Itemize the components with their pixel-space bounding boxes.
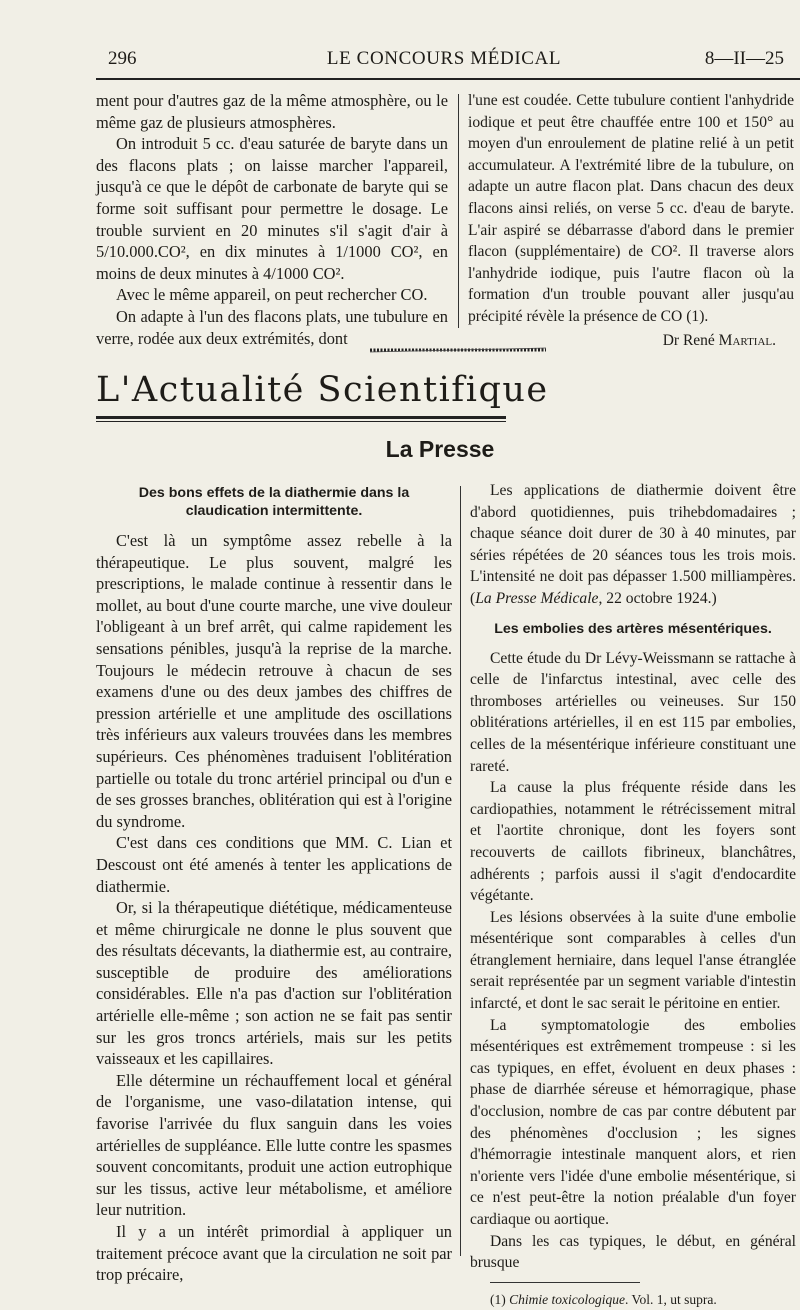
header-rule <box>96 78 800 80</box>
paragraph: Il y a un intérêt primordial à appliquer un traitement précoce avant que la circulation ne soit par trop précaire, <box>96 1222 452 1285</box>
paragraph: Elle détermine un réchauffement local et général de l'organisme, une vaso-dilatation intense, qui favorise l'arrivée du flux sanguin dans les voies artérielles de suppléance. Elle lutte contre les spasmes souvent concomitants, produit une action eutrophique sur les tissus, active leur métabolisme, et améliore leur nutrition. <box>96 1070 452 1220</box>
paragraph: C'est là un symptôme assez rebelle à la thérapeutique. Le plus souvent, malgré les prescriptions, le malade continue à ressentir dans le mollet, au bout d'une courte marche, une vive douleur l'obligeant à un bref arrêt, qui calme rapidement les sensations pénibles, jusqu'à la reprise de la marche. Toujours le médecin retrouve à chacun de ses examens d'une ou des deux jambes des chiffres de pression artérielle et une amplitude des oscillations très inférieurs aux valeurs trouvées dans les membres supérieurs. Ces phénomènes traduisent l'oblitération partielle ou totale du tronc artériel principal ou d'un e de ses grosses branches, oblitération qui est à l'origine du syndrome. <box>96 531 452 831</box>
paragraph: La symptomatologie des embolies mésentériques est extrêmement trompeuse : si les cas typiques, en effet, évoluent en deux phases : phase de diarrhée séreuse et hémorragique, phase d'occlusion, nombre de cas par contre débutent par des phénomènes d'occlusion ; les signes d'hémorragie intestinale manquent alors, et rien n'oriente vers l'idée d'une embolie mésentérique, si ce n'est peut-être la notion préalable d'un foyer cardiaque ou aortique. <box>470 1016 796 1228</box>
footnote-rest: . Vol. 1, ut supra. <box>624 1291 717 1307</box>
paragraph: Or, si la thérapeutique diététique, médicamenteuse et même chirurgicale ne donne le plus souvent que des résultats décevants, la diathermie est, au contraire, susceptible de produire des améliorations considérables. Elle n'a pas d'action sur l'oblitération artérielle elle-même ; son action ne se fait pas sentir sur les gros troncs artériels, mais sur les petits vaisseaux et les capillaires. <box>96 898 452 1069</box>
paragraph: La cause la plus fréquente réside dans les cardiopathies, notamment le rétrécissement mitral et l'aortite chronique, dont les foyers sont recouverts de caillots fibrineux, blanchâtres, adhérents ; parfois aussi il s'agit d'endocardite végétante. <box>470 779 796 905</box>
bottom-left-column <box>96 484 452 1286</box>
column-divider <box>458 94 459 328</box>
citation-source: La Presse Médicale <box>475 589 599 607</box>
signature-prefix: Dr <box>662 331 680 349</box>
footnote-marker: (1) <box>490 1291 506 1307</box>
column-divider <box>460 486 461 1256</box>
citation-date: , 22 octobre 1924.) <box>598 589 717 607</box>
paragraph: On introduit 5 cc. d'eau saturée de baryte dans un des flacons plats ; on laisse marcher l'appareil, jusqu'à ce que le dépôt de carbonate de baryte qui se forme soit suffisant pour permettre le dosage. Le trouble survient en 20 minutes s'il s'agit d'air à 5/10.000.CO², en dix minutes à 1/1000 CO², en moins de deux minutes à 4/1000 CO². <box>96 134 448 283</box>
paragraph: l'une est coudée. Cette tubulure contient l'anhydride iodique et peut être chauffée entre 100 et 150° au moyen d'un enroulement de platine relié à un petit accumulateur. A l'extrémité libre de la tubulure, on adapte un autre flacon plat. Dans chacun des deux flacons ainsi reliés, on verse 5 cc. d'eau de baryte. L'air aspiré se débarrasse d'abord dans le premier flacon (supplémentaire) de CO². Il traverse alors l'anhydride iodique, puis l'autre flacon où la formation d'un trouble pouvant aller jusqu'au précipité révèle la présence de CO (1). <box>468 92 794 325</box>
section-rule-thin <box>96 421 506 422</box>
footnote-rule <box>490 1282 640 1283</box>
article-title: Les embolies des artères mésentériques. <box>494 620 772 637</box>
top-right-column <box>468 90 794 351</box>
paragraph: On adapte à l'un des flacons plats, une tubulure en verre, rodée aux deux extrémités, dont <box>96 306 448 348</box>
paragraph: Les applications de diathermie doivent être d'abord quotidiennes, puis trihebdomadaires ; chaque séance doit durer de 30 à 40 minutes, par séries répétées de 20 séances tous les trois mois. L'intensité ne doit pas dépasser 1.500 milliampères. (La Presse Médicale, 22 octobre 1924.) <box>470 482 796 607</box>
signature-first-name: René <box>682 331 715 349</box>
paragraph: Cette étude du Dr Lévy-Weissmann se rattache à celle de l'infarctus intestinal, avec celle des thromboses artérielles ou veineuses. Sur 150 oblitérations artérielles, il en est 115 par embolies, celles de la mésentérique inférieure constituant une rareté. <box>470 649 796 775</box>
paragraph: Les lésions observées à la suite d'une embolie mésentérique sont comparables à celles d'un étranglement herniaire, dans lequel l'anse étranglée serait représentée par un segment variable d'intestin infarcté, et dont le sac serait le péritoine en entier. <box>470 908 796 1013</box>
page-number: 296 <box>108 48 137 69</box>
section-rule <box>96 416 506 419</box>
footnote <box>470 1289 796 1310</box>
issue-date: 8—II—25 <box>704 48 784 69</box>
subsection-title: La Presse <box>385 436 495 462</box>
paragraph: C'est dans ces conditions que MM. C. Lian et Descoust ont été amenés à tenter les applications de diathermie. <box>96 833 452 896</box>
ornament-divider <box>368 346 548 354</box>
top-left-column <box>96 90 448 349</box>
paragraph: Dans les cas typiques, le début, en général brusque <box>470 1232 796 1272</box>
bottom-right-column <box>470 480 796 1310</box>
paragraph: Avec le même appareil, on peut rechercher CO. <box>116 285 428 305</box>
section-title: L'Actualité Scientifique <box>96 370 549 410</box>
footnote-source: Chimie toxicologique <box>509 1291 625 1307</box>
article-title: Des bons effets de la diathermie dans la claudication intermittente. <box>138 485 410 519</box>
signature-last-name: Martial. <box>718 331 776 349</box>
article-continuation: Les applications de diathermie doivent être d'abord quotidiennes, puis trihebdomadaires ; chaque séance doit durer de 30 à 40 minutes, par séries répétées de 20 séances tous les trois mois. L'intensité ne doit pas dépasser 1.500 milliampères. <box>470 482 796 586</box>
journal-title: LE CONCOURS MÉDICAL <box>326 48 562 69</box>
running-header <box>96 48 792 74</box>
paragraph: ment pour d'autres gaz de la même atmosphère, ou le même gaz de plusieurs atmosphères. <box>96 91 448 132</box>
